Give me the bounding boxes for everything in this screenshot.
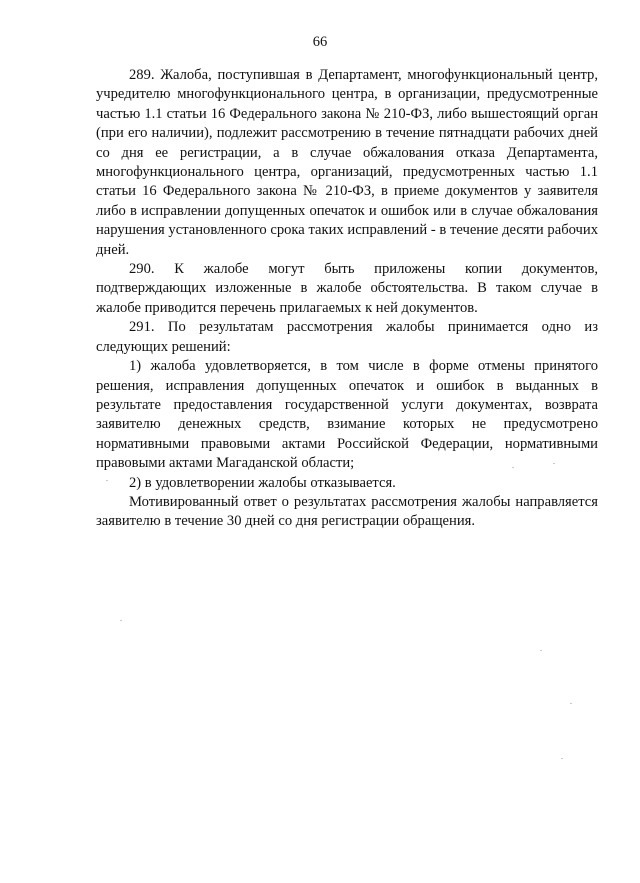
- list-item-1: 1) жалоба удовлетворяется, в том числе в форме отмены принятого решения, исправления допущенных опечаток и ошибок в выданных в результате предоставления государственной услуги документах, возврата заявителю денежных средств, взимание которых не предусмотрено нормативными правовыми актами Российской Федерации, нормативными правовыми актами Магаданской области;: [96, 358, 598, 472]
- paragraph-289: 289. Жалоба, поступившая в Департамент, многофункциональный центр, учредителю многофункционального центра, в организации, предусмотренные частью 1.1 статьи 16 Федерального закона № 210-ФЗ, либо вышестоящий орган (при его наличии), подлежит рассмотрению в течение пятнадцати рабочих дней со дня ее регистрации, а в случае обжалования отказа Департамента, многофункционального центра, организаций, предусмотренных частью 1.1 статьи 16 Федерального закона № 210-ФЗ, в приеме документов у заявителя либо в исправлении допущенных опечаток и ошибок или в случае обжалования нарушения установленного срока таких исправлений - в течение десяти рабочих дней.: [96, 67, 598, 258]
- scan-speck: [120, 620, 122, 621]
- scan-speck: [512, 467, 514, 468]
- scan-speck: [553, 463, 555, 464]
- paragraph-290: 290. К жалобе могут быть приложены копии документов, подтверждающих изложенные в жалобе обстоятельства. В таком случае в жалобе приводится перечень прилагаемых к ней документов.: [96, 261, 598, 316]
- document-body: [96, 66, 598, 532]
- paragraph-291: 291. По результатам рассмотрения жалобы принимается одно из следующих решений:: [96, 319, 598, 355]
- closing-paragraph: Мотивированный ответ о результатах рассмотрения жалобы направляется заявителю в течение 30 дней со дня регистрации обращения.: [96, 493, 598, 530]
- scan-speck: [561, 758, 563, 759]
- scan-speck: [570, 703, 572, 704]
- list-item-2: 2) в удовлетворении жалобы отказывается.: [129, 474, 396, 491]
- scan-speck: [106, 480, 108, 481]
- page-number: 66: [312, 34, 328, 50]
- scan-speck: [540, 650, 542, 651]
